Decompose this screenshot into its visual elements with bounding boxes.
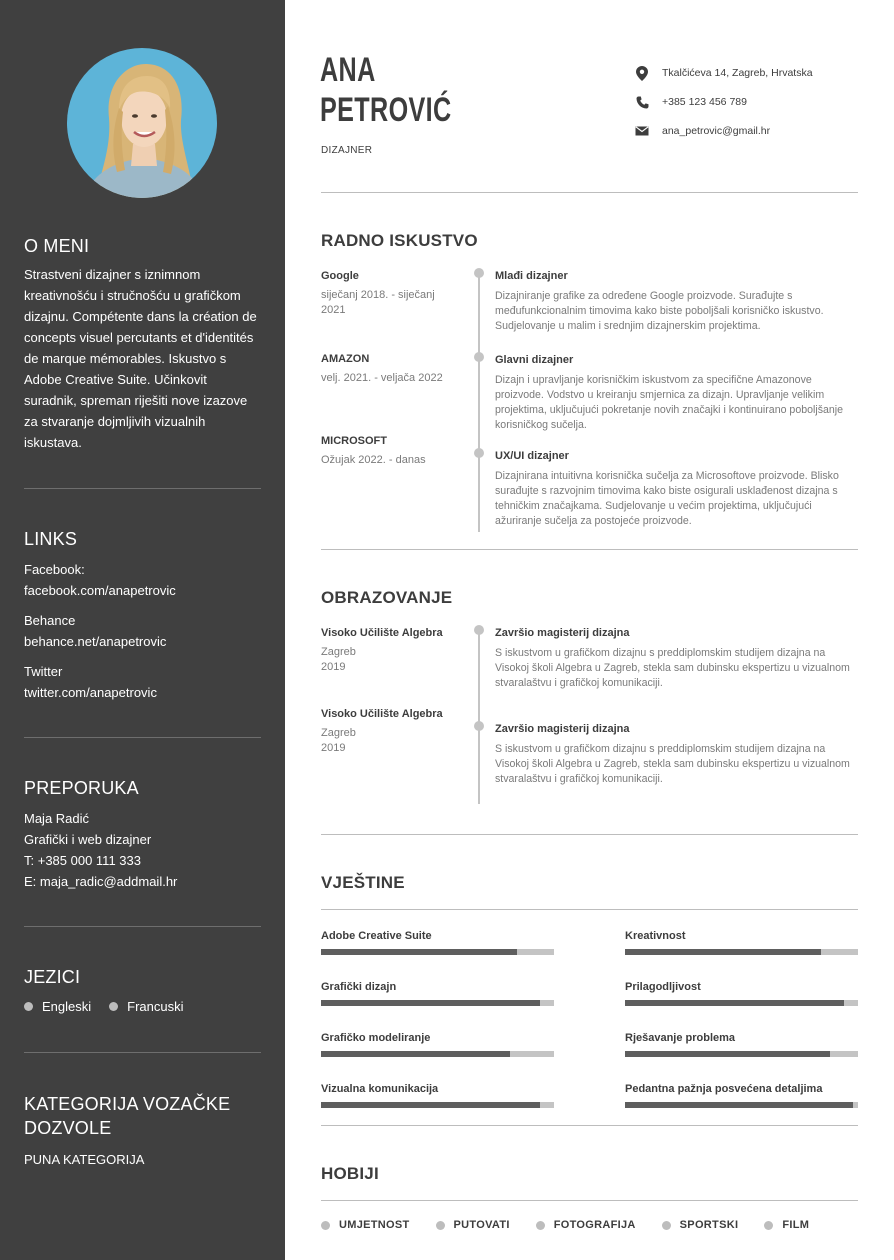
hobby-label: FILM <box>782 1219 810 1231</box>
education-school-block <box>321 707 461 756</box>
avatar <box>67 48 217 198</box>
divider <box>24 926 261 927</box>
skills-heading: VJEŠTINE <box>321 873 405 892</box>
hobby-item <box>662 1219 739 1231</box>
about-text: Strastveni dizajner s iznimnom kreativnošću i stručnošću u grafičkom dizajnu. Compétente dans la création de concepts visuel percutants et d'identités de marque mémorables. Iskustvo s Adobe Creative Suite. Učinkovit suradnik, spreman riješiti nove izazove za stvaranje dojmljivih vizualnih iskustava. <box>24 267 257 450</box>
reference-phone: T: +385 000 111 333 <box>24 853 141 868</box>
envelope-icon <box>634 123 650 139</box>
last-name: PETROVIĆ <box>320 91 452 129</box>
email-text[interactable]: ana_petrovic@gmail.hr <box>662 125 771 137</box>
link-label: Facebook: <box>24 562 85 577</box>
degree-description: S iskustvom u grafičkom dizajnu s preddiplomskim studijem dizajna na Visokoj školi Algebra u Zagreb, stekla sam dubinsku ekspertizu u vizualnom stvaralaštvu i grafičkoj komunikaciji. <box>495 743 850 785</box>
hobby-label: UMJETNOST <box>339 1219 410 1231</box>
divider <box>24 488 261 489</box>
language-label: Engleski <box>42 999 92 1014</box>
skill-label: Grafičko modeliranje <box>321 1032 431 1044</box>
skill-item <box>321 1082 554 1108</box>
language-item <box>24 999 91 1014</box>
school-name: Visoko Učilište Algebra <box>321 627 443 639</box>
company-name: AMAZON <box>321 353 370 365</box>
language-label: Francuski <box>127 999 184 1014</box>
skill-item <box>625 1031 858 1057</box>
phone-icon <box>634 94 650 110</box>
education-heading: OBRAZOVANJE <box>321 588 453 607</box>
skill-item <box>321 1031 554 1057</box>
skill-bar <box>625 1000 858 1006</box>
employment-dates: velj. 2021. - veljača 2022 <box>321 372 443 384</box>
divider <box>321 1200 858 1201</box>
links-section <box>24 528 261 712</box>
reference-email: E: maja_radic@addmail.hr <box>24 874 178 889</box>
education-school-block <box>321 626 461 675</box>
school-name: Visoko Učilište Algebra <box>321 708 443 720</box>
employment-dates: Ožujak 2022. - danas <box>321 454 426 466</box>
reference-heading: PREPORUKA <box>24 778 139 798</box>
bullet-icon <box>321 1221 330 1230</box>
experience-company-block <box>321 269 461 318</box>
bullet-icon <box>24 1002 33 1011</box>
divider <box>321 1125 858 1126</box>
phone-text: +385 123 456 789 <box>662 96 747 108</box>
bullet-icon <box>436 1221 445 1230</box>
reference-name: Maja Radić <box>24 811 90 826</box>
hobby-item <box>536 1219 636 1231</box>
divider <box>321 192 858 193</box>
contact-phone <box>634 94 864 110</box>
link-twitter <box>24 661 261 703</box>
divider <box>321 834 858 835</box>
language-item <box>109 999 183 1014</box>
skill-item <box>625 929 858 955</box>
timeline-line <box>478 628 480 804</box>
hobbies-list <box>321 1219 861 1231</box>
link-facebook <box>24 559 261 601</box>
job-description: Dizajniranje grafike za određene Google proizvode. Surađujte s međufunkcionalnim timovima kako biste poboljšali korisničko iskustvo. Sudjelovanje u malim i srednjim dizajnerskim projektima. <box>495 290 824 332</box>
degree-title: Završio magisterij dizajna <box>495 627 630 639</box>
skill-bar-fill <box>625 949 821 955</box>
skill-item <box>625 980 858 1006</box>
bullet-icon <box>764 1221 773 1230</box>
timeline-dot <box>474 625 484 635</box>
hobby-label: FOTOGRAFIJA <box>553 1219 636 1231</box>
skill-label: Adobe Creative Suite <box>321 930 432 942</box>
license-heading: KATEGORIJA VOZAČKE DOZVOLE <box>24 1094 231 1138</box>
hobby-item <box>764 1219 809 1231</box>
skill-bar <box>625 1102 858 1108</box>
employment-dates: siječanj 2018. - siječanj 2021 <box>321 289 435 316</box>
skill-label: Vizualna komunikacija <box>321 1083 439 1095</box>
hobby-item <box>436 1219 510 1231</box>
bullet-icon <box>536 1221 545 1230</box>
experience-detail-block <box>495 449 860 529</box>
job-role: UX/UI dizajner <box>495 450 569 462</box>
company-name: MICROSOFT <box>321 435 387 447</box>
degree-title: Završio magisterij dizajna <box>495 723 630 735</box>
experience-company-block <box>321 352 461 386</box>
about-heading: O MENI <box>24 236 90 256</box>
languages-heading: JEZICI <box>24 967 81 987</box>
license-value: PUNA KATEGORIJA <box>24 1152 145 1167</box>
link-behance <box>24 610 261 652</box>
reference-role: Grafički i web dizajner <box>24 832 152 847</box>
timeline-dot <box>474 352 484 362</box>
first-name: ANA <box>320 51 376 89</box>
job-role: Glavni dizajner <box>495 354 574 366</box>
skill-bar <box>625 949 858 955</box>
timeline-dot <box>474 448 484 458</box>
skill-label: Kreativnost <box>625 930 686 942</box>
skill-label: Rješavanje problema <box>625 1032 736 1044</box>
contact-email <box>634 123 864 139</box>
bullet-icon <box>109 1002 118 1011</box>
link-url[interactable]: facebook.com/anapetrovic <box>24 583 176 598</box>
address-text: Tkalčićeva 14, Zagreb, Hrvatska <box>662 67 813 79</box>
link-url[interactable]: behance.net/anapetrovic <box>24 634 167 649</box>
timeline-dot <box>474 268 484 278</box>
license-section <box>24 1092 261 1170</box>
reference-section <box>24 777 261 892</box>
divider <box>321 909 858 910</box>
hobby-label: PUTOVATI <box>453 1219 510 1231</box>
skill-label: Prilagodljivost <box>625 981 701 993</box>
experience-company-block <box>321 434 461 468</box>
school-city: Zagreb <box>321 727 356 739</box>
skill-bar-fill <box>321 949 517 955</box>
skill-item <box>321 980 554 1006</box>
school-year: 2019 <box>321 661 346 673</box>
skill-bar-fill <box>625 1102 853 1108</box>
job-role: Mlađi dizajner <box>495 270 568 282</box>
skill-bar <box>321 1051 554 1057</box>
sidebar <box>0 0 285 1260</box>
timeline-dot <box>474 721 484 731</box>
divider <box>321 549 858 550</box>
bullet-icon <box>662 1221 671 1230</box>
skill-bar <box>321 949 554 955</box>
experience-detail-block <box>495 353 860 433</box>
skill-bar <box>321 1102 554 1108</box>
degree-description: S iskustvom u grafičkom dizajnu s preddiplomskim studijem dizajna na Visokoj školi Algebra u Zagreb, stekla sam dubinsku ekspertizu u vizualnom stvaralaštvu i grafičkoj komunikaciji. <box>495 647 850 689</box>
skill-bar <box>321 1000 554 1006</box>
location-pin-icon <box>634 65 650 81</box>
languages-list <box>24 999 261 1014</box>
skill-item <box>321 929 554 955</box>
about-section <box>24 235 261 453</box>
skill-label: Grafički dizajn <box>321 981 397 993</box>
link-label: Twitter <box>24 664 63 679</box>
link-label: Behance <box>24 613 76 628</box>
contact-address <box>634 65 864 81</box>
education-detail-block <box>495 722 860 787</box>
job-title: DIZAJNER <box>321 145 373 156</box>
school-year: 2019 <box>321 742 346 754</box>
hobby-label: SPORTSKI <box>679 1219 739 1231</box>
link-url[interactable]: twitter.com/anapetrovic <box>24 685 157 700</box>
divider <box>24 737 261 738</box>
school-city: Zagreb <box>321 646 356 658</box>
skill-item <box>625 1082 858 1108</box>
skill-bar-fill <box>321 1000 540 1006</box>
languages-section <box>24 966 261 1014</box>
hobby-item <box>321 1219 410 1231</box>
job-description: Dizajnirana intuitivna korisnička sučelja za Microsoftove proizvode. Blisko surađujte s razvojnim timovima kako biste osigurali usklađenost dizajna s tehničkim značajkama. Sudjelovanje u većim projektima, uključujući ažuriranje sučelja za postojeće proizvode. <box>495 470 839 527</box>
skill-bar-fill <box>321 1051 510 1057</box>
full-name <box>320 50 452 130</box>
experience-heading: RADNO ISKUSTVO <box>321 231 478 250</box>
skill-bar <box>625 1051 858 1057</box>
skill-label: Pedantna pažnja posvećena detaljima <box>625 1083 823 1095</box>
profile-photo <box>67 48 217 198</box>
hobbies-heading: HOBIJI <box>321 1164 379 1183</box>
links-heading: LINKS <box>24 529 78 549</box>
skill-bar-fill <box>625 1000 844 1006</box>
education-detail-block <box>495 626 860 691</box>
skill-bar-fill <box>625 1051 830 1057</box>
timeline-line <box>478 272 480 532</box>
divider <box>24 1052 261 1053</box>
company-name: Google <box>321 270 359 282</box>
job-description: Dizajn i upravljanje korisničkim iskustvom za specifične Amazonove proizvode. Vodstvo u kreiranju smjernica za dizajn. Upravljanje velikim projektima, uključujući pokretanje novih značajki i kontinuirano poboljšanje korisničkog sučelja. <box>495 374 844 431</box>
skill-bar-fill <box>321 1102 540 1108</box>
experience-detail-block <box>495 269 860 334</box>
